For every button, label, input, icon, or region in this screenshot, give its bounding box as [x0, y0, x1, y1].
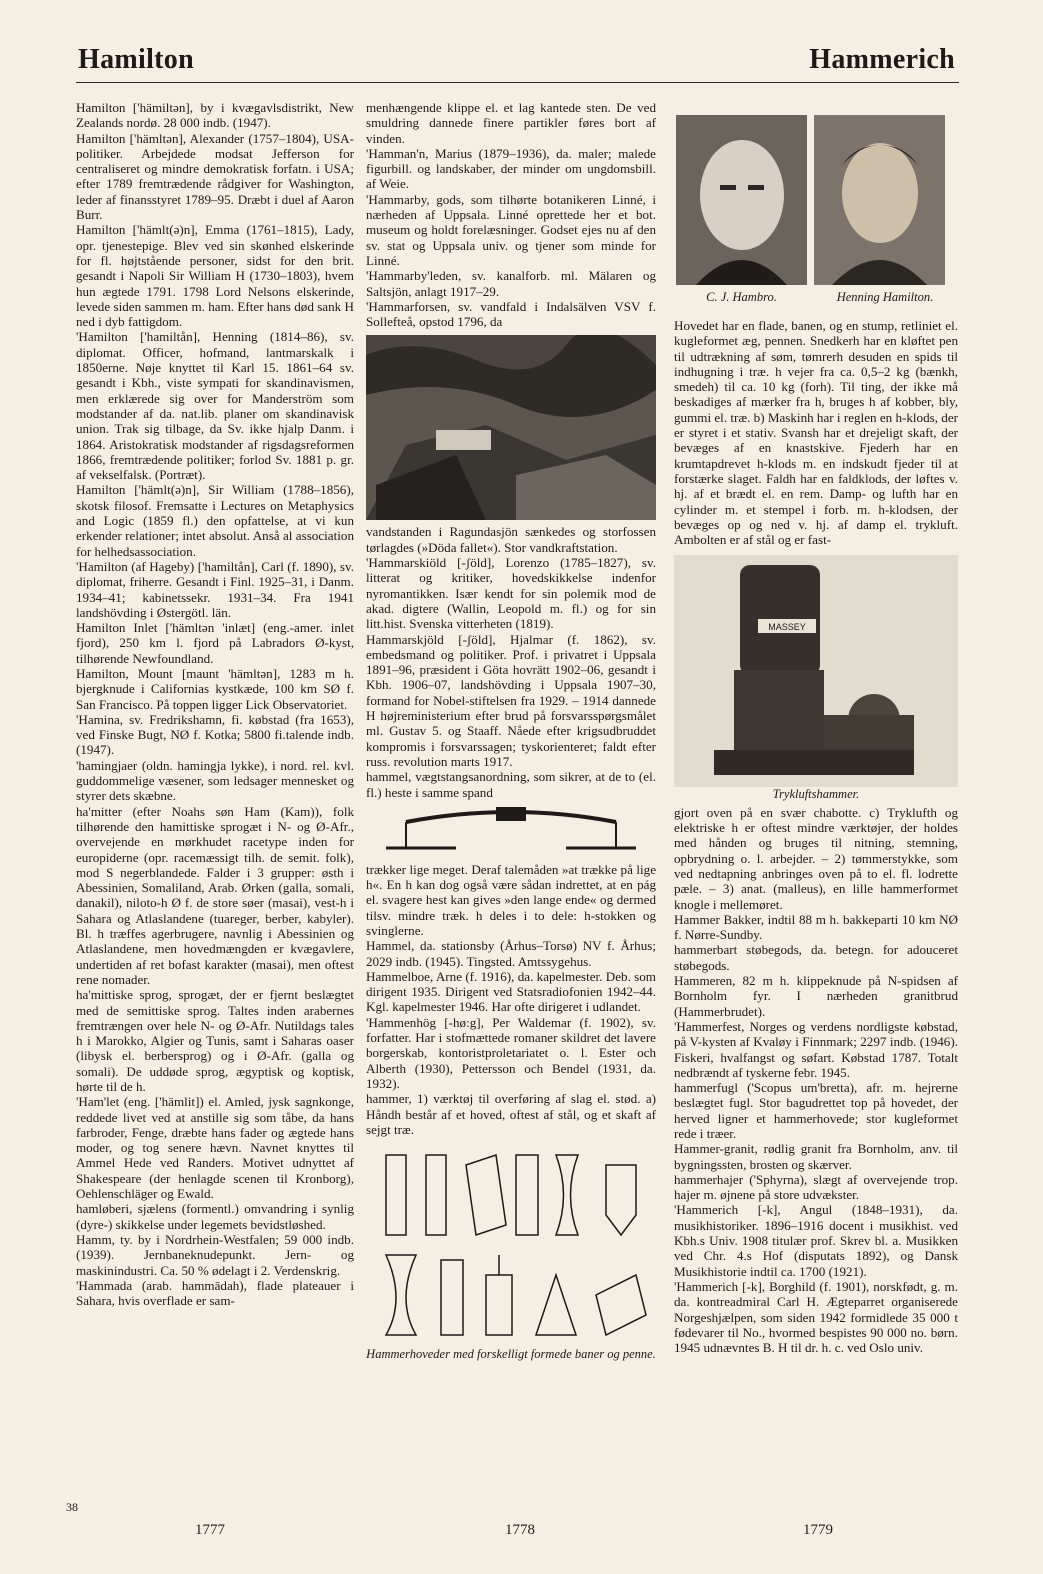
entry-paragraph: hamløberi, sjælens (formentl.) omvandring i synlig (dyre-) skikkelse under legemets bevidstløshed.: [76, 1201, 354, 1232]
entry-paragraph: Hamilton, Mount [maunt 'hämltən], 1283 m h. bjergknude i Californias kystkæde, 100 km SØ f. San Francisco. På toppen ligger Lick Observatoriet.: [76, 665, 354, 712]
column-3-bottom: [674, 805, 958, 1356]
page-number-1779: 1779: [803, 1522, 833, 1538]
entry-paragraph: 'hamingjaer (oldn. hamingja lykke), i nord. rel. kvl. guddommelige væsener, som ledsager mennesket og styrer dets skæbne.: [76, 757, 354, 804]
entry-paragraph: 'Hammerfest, Norges og verdens nordligste købstad, på V-kysten af Kvaløy i Finnmark; 2297 indb. (1946). Fiskeri, hvalfangst og søfart. Købstad 1787. Totalt nedbrændt af tyskerne febr. 1945.: [674, 1018, 958, 1080]
entry-paragraph: Hamilton ['hämlt(ə)n], Sir William (1788–1856), skotsk filosof. Fremsatte i Lectures on Metaphysics and Logic (1859 fl.) den opfattelse, at vi kun erkender relationer; intet absolut. Anså al association for helhedsassociation.: [76, 482, 354, 559]
entry-paragraph: 'Hammenhög [-hø:g], Per Waldemar (f. 1902), sv. forfatter. Har i stofmættede romaner skildret det lavere borgerskab, kontoristproletariatet o. l. Ester och Alberth (1930), Pettersson och Bendel (1931, da. 1932).: [366, 1014, 656, 1091]
column-2-top: [366, 100, 656, 329]
column-2-bottom: [366, 862, 656, 1137]
entry-paragraph: Hammarskjöld [-ʃöld], Hjalmar (f. 1862), sv. embedsmand og politiker. Prof. i privatret i Uppsala 1891–96, præsident i Göta hovrätt 1902–06, gesandt i Kbh. 1906–07, landshövding i Uppsala 1907–30, formand for Nobel-stiftelsen fra 1929. – 1914 dannede H højreministerium efter brud på forsvarsspørgsmålet ml. Gustav 5. og Staaff. Nåede efter krigsudbruddet kompromis i forsvarssagen; tyskorienteret; faldt efter russ. revolution marts 1917.: [366, 631, 656, 769]
entry-paragraph: gjort oven på en svær chabotte. c) Tryklufth og elektriske h er oftest mindre værktøjer, der holdes med hånden og bruges til nitning, stemning, opbrydning o. l. arbejder. – 2) tømmerstykke, som ved nedtapning anbringes oven på to el. fl. lodrette pæle. – 3) anat. (malleus), en lille hammerformet knogle i mellemøret.: [674, 804, 958, 912]
page-number-1777: 1777: [195, 1522, 225, 1538]
massey-label: MASSEY: [768, 622, 806, 633]
portrait-hambro: [676, 115, 807, 285]
entry-paragraph: Hamm, ty. by i Nordrhein-Westfalen; 59 000 indb. (1939). Jernbaneknudepunkt. Jern- og maskinindustri. Ca. 50 % ødelagt i 2. Verdenskrig.: [76, 1231, 354, 1278]
entry-paragraph: Hamilton Inlet ['hämltən 'inlæt] (eng.-amer. inlet fjord), 250 km l. fjord på Labradors Ø-kyst, tilhørende Newfoundland.: [76, 620, 354, 666]
column-2-middle: [366, 524, 656, 799]
column-3-top: [674, 318, 958, 547]
entry-paragraph: Hammeren, 82 m h. klippeknude på N-spidsen af Bornholm fyr. I nærheden granitbrud (Hammerbrudet).: [674, 973, 958, 1019]
entry-paragraph: Hammer Bakker, indtil 88 m h. bakkeparti 10 km NØ f. Nørre-Sundby.: [674, 911, 958, 943]
hammerhoveder-caption: Hammerhoveder med forskelligt formede baner og penne.: [366, 1347, 656, 1362]
trykluftshammer-illustration: [674, 555, 958, 787]
entry-paragraph: Hammelboe, Arne (f. 1916), da. kapelmester. Deb. som dirigent 1935. Dirigent ved Statsradiofonien 1942–44. Kgl. kapelmester 1946. Har ofte dirigeret i udlandet.: [366, 968, 656, 1015]
entry-paragraph: 'Hammarby'leden, sv. kanalforb. ml. Mälaren og Saltsjön, anlagt 1917–29.: [366, 268, 656, 299]
entry-paragraph: 'Ham'let (eng. ['hämlit]) el. Amled, jysk sagnkonge, reddede livet ved at anstille sig som tåbe, da hans farbroder, Fenge, dræbte hans fader og ægtede hans moder, og tog senere hævn. Navnet knyttes til Ammel Hede ved Randers. Motivet udnyttet af Shakespeare (der henlagde scenen til Kronborg), Oehlenschläger og Ewald.: [76, 1094, 354, 1202]
entry-paragraph: 'Hammarforsen, sv. vandfald i Indalsälven VSV f. Sollefteå, opstod 1796, da: [366, 298, 656, 330]
entry-paragraph: Hovedet har en flade, banen, og en stump, retliniet el. kugleformet æg, pennen. Snedkerh har en kløftet pen til udtrækning af søm, tømrerh desuden en spids til indhugning i træ. h vejer fra ca. 0,5–2 kg (bænkh, smedeh) til ca. 10 kg (forh). Til ting, der ikke må beskadiges af mærker fra h, bruges h af kobber, bly, gummi el. træ. b) Maskinh har i reglen en h-klods, der er styret i et stativ. Svansh har et drejeligt skaft, der bevæges af en knastskive. Fjederh har en krumtapdrevet h-klods m. en indskudt fjeder til at forstærke slaget. Faldh har en faldklods, der løftes v. hj. af et brædt el. en rem. Damp- og lufth har en cylinder m. et stempel i forb. m. h-klodsen, der bevæges op og ned v. hj. af damp el. trykluft. Ambolten er af stål og er fast-: [674, 318, 959, 548]
entry-paragraph: hammerhajer ('Sphyrna), slægt af overvejende trop. hajer m. øjnene på store udvækster.: [674, 1171, 958, 1203]
header-left-word: Hamilton: [78, 44, 194, 75]
entry-paragraph: hammer, 1) værktøj til overføring af slag el. stød. a) Håndh består af et hoved, oftest af stål, og et skaft af sejgt træ.: [366, 1091, 656, 1137]
entry-paragraph: 'Hamman'n, Marius (1879–1936), da. maler; malede figurbill. og landskaber, der minder om ungdomsbill. af Weie.: [366, 145, 656, 192]
entry-paragraph: hammel, vægtstangsanordning, som sikrer, at de to (el. fl.) heste i samme spand: [366, 769, 656, 800]
hammerheads-illustration: [366, 1145, 656, 1345]
header-rule: [76, 82, 959, 83]
entry-paragraph: trækker lige meget. Deraf talemåden »at trække på lige h«. En h kan dog også være sådan indrettet, at en pág el. svagere hest kan gives »den lange ende« og dermed tilsv. mindre træk. h deles i to dele: h-stokken og svinglerne.: [366, 861, 656, 938]
column-1: [76, 100, 354, 1308]
entry-paragraph: hammerbart støbegods, da. betegn. for adouceret støbegods.: [674, 942, 958, 973]
entry-paragraph: 'Hammerich [-k], Angul (1848–1931), da. musikhistoriker. 1896–1916 docent i musikhist. ved Kbh.s Univ. 1908 titulær prof. Skrev bl. a. Musikken ved Chr. 4.s Hof (disputats 1892), og Dansk Musikhistorie indtil ca. 1700 (1921).: [674, 1202, 958, 1279]
hambro-caption: C. J. Hambro.: [706, 290, 777, 304]
entry-paragraph: Hamilton ['hämlt(ə)n], Emma (1761–1815), Lady, opr. tjenestepige. Blev ved sin skønhed elskerinde for fl. højtstående personer, sidst for den brit. gesandt i Napoli Sir William H (1730–1803), hvem hun ægtede 1791. 1798 Lord Nelsons elskerinde, levede siden sammen m. ham. Efter hans død sank H ned i dyb fattigdom.: [76, 222, 354, 330]
header-right-word: Hammerich: [809, 44, 955, 75]
waterfall-photo: [366, 335, 656, 520]
portrait-hamilton: [814, 115, 945, 285]
entry-paragraph: ha'mittiske sprog, sprogæt, der er fjernt beslægtet med de semittiske sprog. Taltes inden arabernes fremtrængen over hele N- og Ø-Afr. Nutildags tales h i Marokko, Algier og Tunis, samt i Saharas oaser (libysk el. berbersprog) og i Ø-Afr. (galla og somali). De uddøde sprog, ægyptisk og koptisk, hørte til de h.: [76, 987, 354, 1094]
entry-paragraph: Hamilton ['hämltən], Alexander (1757–1804), USA-politiker. Arbejdede modsat Jefferson for centraliseret og mindre demokratisk forfatn. i USA; efter 1789 fremtrædende rådgiver for Washington, leder af finansstyret 1789–95. Dræbt i duel af Aaron Burr.: [76, 130, 354, 223]
page-number-1778: 1778: [505, 1522, 535, 1538]
entry-paragraph: 'Hamina, sv. Fredrikshamn, fi. købstad (fra 1653), ved Finske Bugt, NØ f. Kotka; 5800 fi.talende indb. (1947).: [76, 711, 354, 758]
entry-paragraph: 'Hammarskiöld [-ʃöld], Lorenzo (1785–1827), sv. litterat og kritiker, hovedskikkelse indenfor nyromantikken. Især kendt for sin polemik mod de akad. digtere (Wallin, Leopold m. fl.) og for sin litt.hist. Svenska vitterheten (1819).: [366, 555, 656, 632]
hammel-illustration: [366, 802, 656, 860]
entry-paragraph: Hammel, da. stationsby (Århus–Torsø) NV f. Århus; 2029 indb. (1945). Tingsted. Amtssygehus.: [366, 938, 656, 969]
entry-paragraph: hammerfugl ('Scopus um'bretta), afr. m. hejrerne beslægtet fugl. Stor bagudrettet top på hovedet, der herved ligner et hammerhovede; stor kugleformet rede i træer.: [674, 1080, 958, 1141]
entry-paragraph: 'Hamilton ['hamiltån], Henning (1814–86), sv. diplomat. Officer, hofmand, lantmarskalk i 1850erne. Nøje knyttet til Karl 15. 1861–64 sv. gesandt i Kbh., viste sympati for skandinavismen, men erklærede sig over for Manderström som modstander af da. nat.lib. planer om skandinavisk union. Trak sig tilbage, da Sv. ikke hjalp Danm. i 1864. Aristokratisk modstander af rigsdagsreformen 1866, fremtrædende politiker; forlod Sv. 1881 p. gr. af vekselfalsk. (Portræt).: [76, 329, 354, 483]
entry-paragraph: 'Hammarby, gods, som tilhørte botanikeren Linné, i nærheden af Uppsala. Linné oprettede her et bot. museum og holdt forelæsninger. Godset ejes nu af den sv. stat og Uppsala univ. og tjener som minde for Linné.: [366, 191, 656, 268]
column-3: [674, 318, 958, 1355]
entry-paragraph: 'Hammada (arab. hammādah), flade plateauer i Sahara, hvis overflade er sam-: [76, 1277, 354, 1309]
column-2: [366, 100, 656, 1362]
entry-paragraph: menhængende klippe el. et lag kantede sten. De ved smuldring dannede finere partikler føres bort af vinden.: [366, 100, 656, 146]
entry-paragraph: ha'mitter (efter Noahs søn Ham (Kam)), folk tilhørende den hamittiske sprogæt i N- og Ø-Afr., overvejende en mørkhudet racetype inden for europiderne (opr. racemæssigt tilh. de semit. folk), mod S negerblandede. Falder i 3 grupper: østh i Abessinien, Somaliland, Arab. Ørken (galla, somali, danakil), niloto-h Ø f. de store søer (masai), vest-h i Sahara og Atlaslandene (tuareger, berber, kabyler). Bl. h træffes agerbrugere, navnlig i Abessinien og Atlaslandene, men hovedmængden er kvægavlere, undertiden af ret bofast karakter (masai), men oftest rene nomader.: [76, 803, 354, 987]
page-number-small: 38: [66, 1500, 78, 1514]
entry-paragraph: 'Hamilton (af Hageby) ['hamiltån], Carl (f. 1890), sv. diplomat, friherre. Gesandt i Finl. 1925–31, i Danm. 1934–41; kabinetssekr. 1931–34. Fra 1941 landshövding i Østergötl. län.: [76, 558, 354, 620]
entry-paragraph: Hammer-granit, rødlig granit fra Bornholm, anv. til bygningssten, brosten og skærver.: [674, 1141, 958, 1172]
entry-paragraph: 'Hammerich [-k], Borghild (f. 1901), norskfødt, g. m. da. kontreadmiral Carl H. Ægteparret organiserede Norgeshjælpen, som siden 1942 formidlede 35 000 t fødevarer til No., hvormed bespistes 90 000 no. børn. 1945 udnævntes B. H til dr. h. c. ved Oslo univ.: [674, 1278, 958, 1356]
entry-paragraph: vandstanden i Ragundasjön sænkedes og storfossen tørlagdes (»Döda fallet«). Stor vandkraftstation.: [366, 524, 656, 555]
entry-paragraph: Hamilton ['hämiltən], by i kvægavlsdistrikt, New Zealands nordø. 28 000 indb. (1947).: [76, 100, 354, 131]
hamilton-caption: Henning Hamilton.: [836, 290, 934, 304]
tryklufthammer-caption: Trykluftshammer.: [772, 787, 860, 802]
